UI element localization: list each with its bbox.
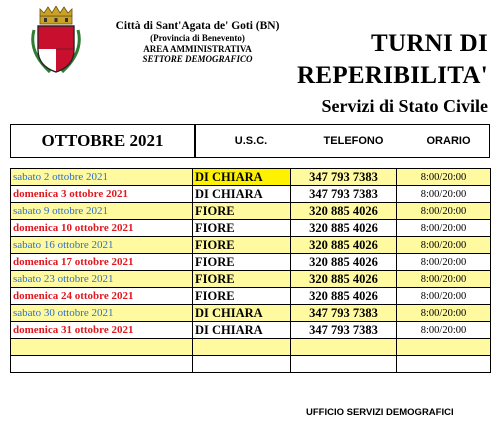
shift-phone: 320 885 4026 (291, 237, 397, 254)
shift-phone: 320 885 4026 (291, 288, 397, 305)
empty-cell (11, 339, 193, 356)
shift-date: sabato 16 ottobre 2021 (11, 237, 193, 254)
table-row (11, 169, 491, 186)
shift-date: sabato 9 ottobre 2021 (11, 203, 193, 220)
shift-date: sabato 30 ottobre 2021 (11, 305, 193, 322)
shift-date: domenica 24 ottobre 2021 (11, 288, 193, 305)
empty-cell (397, 356, 491, 373)
header-divider (194, 125, 196, 157)
table-row-empty (11, 339, 491, 356)
shift-date: domenica 10 ottobre 2021 (11, 220, 193, 237)
table-row (11, 186, 491, 203)
shift-phone: 320 885 4026 (291, 203, 397, 220)
shift-hours: 8:00/20:00 (397, 203, 491, 220)
shift-phone: 320 885 4026 (291, 254, 397, 271)
shift-date: domenica 3 ottobre 2021 (11, 186, 193, 203)
comune-name: Città di Sant'Agata de' Goti (BN) (115, 20, 280, 32)
shift-officer: FIORE (193, 237, 291, 254)
shift-hours: 8:00/20:00 (397, 288, 491, 305)
provincia-name: (Provincia di Benevento) (150, 33, 245, 44)
shift-date: sabato 2 ottobre 2021 (11, 169, 193, 186)
shift-table (10, 168, 491, 373)
area-name: AREA AMMINISTRATIVA (143, 43, 252, 54)
shift-date: sabato 23 ottobre 2021 (11, 271, 193, 288)
shift-hours: 8:00/20:00 (397, 322, 491, 339)
shift-date: domenica 31 ottobre 2021 (11, 322, 193, 339)
footer-office: UFFICIO SERVIZI DEMOGRAFICI (306, 407, 454, 418)
shift-phone: 347 793 7383 (291, 305, 397, 322)
shift-hours: 8:00/20:00 (397, 305, 491, 322)
shift-officer: FIORE (193, 288, 291, 305)
shift-officer: DI CHIARA (193, 186, 291, 203)
shift-hours: 8:00/20:00 (397, 254, 491, 271)
issuing-authority (110, 20, 285, 64)
empty-cell (397, 339, 491, 356)
shift-date: domenica 17 ottobre 2021 (11, 254, 193, 271)
table-row (11, 305, 491, 322)
shift-hours: 8:00/20:00 (397, 220, 491, 237)
shift-hours: 8:00/20:00 (397, 237, 491, 254)
empty-cell (193, 339, 291, 356)
shift-phone: 347 793 7383 (291, 169, 397, 186)
shift-officer: FIORE (193, 220, 291, 237)
table-row (11, 254, 491, 271)
shift-officer: FIORE (193, 271, 291, 288)
empty-cell (193, 356, 291, 373)
page-subtitle: Servizi di Stato Civile (321, 96, 488, 116)
shift-hours: 8:00/20:00 (397, 186, 491, 203)
shift-phone: 320 885 4026 (291, 271, 397, 288)
shift-officer: DI CHIARA (193, 169, 291, 186)
column-header-usc: U.S.C. (234, 135, 268, 147)
table-row (11, 237, 491, 254)
shift-officer: FIORE (193, 203, 291, 220)
table-row (11, 220, 491, 237)
column-header-telefono: TELEFONO (323, 135, 384, 147)
shift-officer: DI CHIARA (193, 305, 291, 322)
shift-phone: 320 885 4026 (291, 220, 397, 237)
title-line-1: TURNI DI (371, 30, 488, 57)
shift-phone: 347 793 7383 (291, 322, 397, 339)
table-row (11, 271, 491, 288)
table-row (11, 203, 491, 220)
month-heading: OTTOBRE 2021 (41, 131, 164, 150)
settore-name: SETTORE DEMOGRAFICO (142, 53, 253, 64)
page-title (260, 28, 488, 92)
column-header-orario: ORARIO (426, 135, 471, 147)
shift-hours: 8:00/20:00 (397, 169, 491, 186)
empty-cell (291, 339, 397, 356)
table-row (11, 322, 491, 339)
shift-hours: 8:00/20:00 (397, 271, 491, 288)
table-header (10, 124, 490, 158)
shift-officer: DI CHIARA (193, 322, 291, 339)
shift-phone: 347 793 7383 (291, 186, 397, 203)
title-line-2: REPERIBILITA' (297, 62, 488, 89)
shift-officer: FIORE (193, 254, 291, 271)
table-row-empty (11, 356, 491, 373)
city-coat-of-arms-icon (28, 6, 84, 76)
empty-cell (291, 356, 397, 373)
empty-cell (11, 356, 193, 373)
table-row (11, 288, 491, 305)
